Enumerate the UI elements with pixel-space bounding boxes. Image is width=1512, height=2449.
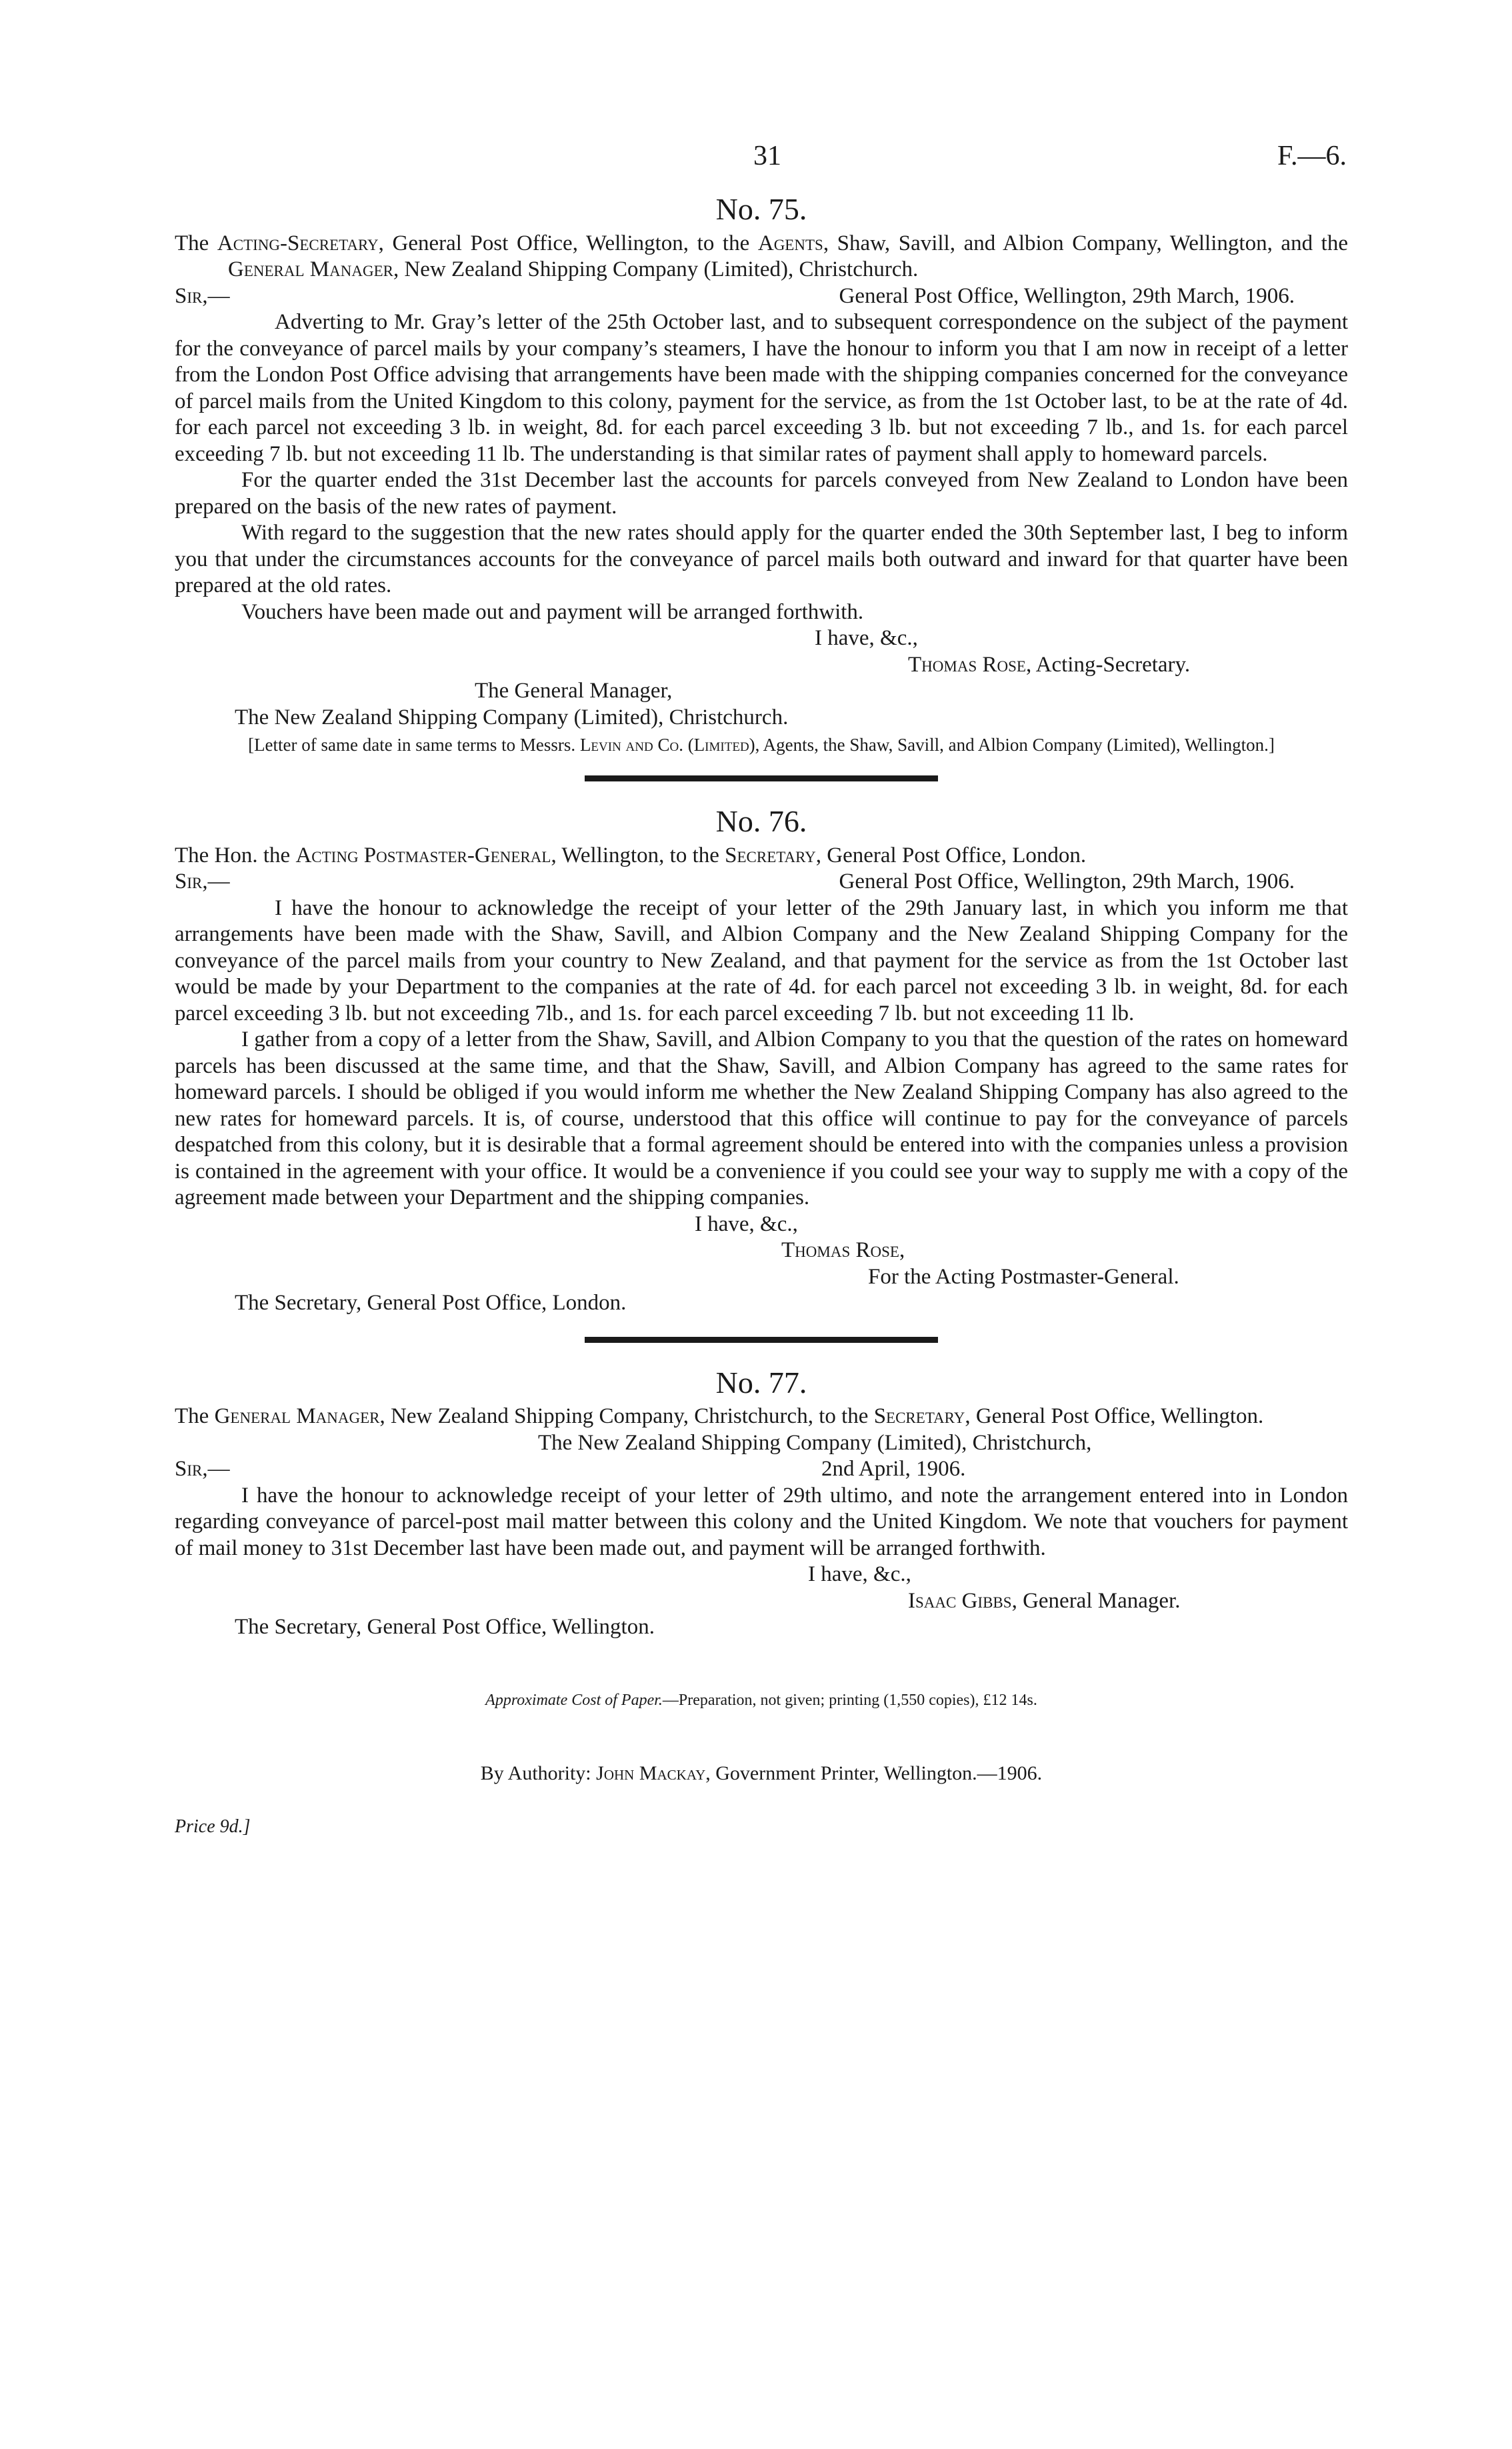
- note-text: [Letter of same date in same terms to Messrs.: [248, 735, 580, 755]
- series-code: F.—6.: [1277, 141, 1347, 171]
- cost-label: Approximate Cost of Paper.: [485, 1691, 663, 1709]
- heading-text: , General Post Office, London.: [815, 843, 1087, 867]
- heading-text: , New Zealand Shipping Company, Christchurch, to the: [379, 1404, 874, 1428]
- signature-name: Isaac Gibbs: [908, 1588, 1012, 1613]
- section-divider: [585, 1337, 938, 1343]
- letter-paragraph: I gather from a copy of a letter from the Shaw, Savill, and Albion Company to you that the question of the rates on homeward parcels has been discussed at the same time, and that the Shaw, Savill, and Albion Company has agreed to the same rates for homeward parcels. I should be obliged if you would inform me whether the New Zealand Shipping Company has also agreed to the new rates for homeward parcels. It is, of course, understood that this office will continue to pay for the conveyance of parcels despatched from this colony, but it is desirable that a formal agreement should be entered into with the companies unless a provision is contained in the agreement with your office. It would be a convenience if you could see your way to supply me with a copy of the agreement made between your Department and the shipping companies.: [175, 1027, 1348, 1209]
- letter-75: [175, 192, 1348, 755]
- signature-title: , Acting-Secretary.: [1025, 652, 1191, 677]
- addressee: The General Manager,: [475, 679, 673, 703]
- heading-sender: General Manager: [214, 1404, 380, 1428]
- heading-text: , Shaw, Savill, and Albion Company, Wellington, and the: [823, 231, 1348, 255]
- dateline: General Post Office, Wellington, 29th March, 1906.: [839, 869, 1295, 893]
- heading-sender: Acting-Secretary: [217, 231, 379, 255]
- price: Price 9d.]: [175, 1816, 251, 1837]
- letter-77: [175, 1365, 1348, 1641]
- addressee: The Secretary, General Post Office, Wellington.: [235, 1615, 655, 1639]
- closing: I have, &c.,: [695, 1211, 798, 1236]
- salutation: Sir,—: [175, 869, 230, 893]
- page-number: 31: [753, 141, 781, 171]
- imprint-text: , Government Printer, Wellington.—1906.: [705, 1762, 1043, 1784]
- closing: I have, &c.,: [808, 1562, 911, 1586]
- letter-paragraph: Vouchers have been made out and payment will be arranged forthwith.: [241, 599, 864, 624]
- signature: [908, 1588, 1348, 1615]
- addressee: The Secretary, General Post Office, London.: [235, 1291, 627, 1315]
- heading-sender: Acting Postmaster-General: [295, 843, 551, 867]
- printer-name: John Mackay: [596, 1762, 706, 1784]
- note-firm: Levin and Co. (Limited): [579, 735, 755, 755]
- heading-text: , Wellington, to the: [551, 843, 725, 867]
- letter-number: No. 75.: [715, 192, 807, 226]
- dateline: 2nd April, 1906.: [821, 1457, 966, 1481]
- signature-name: Thomas Rose: [908, 652, 1026, 677]
- letter-paragraph: I have the honour to acknowledge the receipt of your letter of the 29th January last, in which you inform me that arrangements have been made with the Shaw, Savill, and Albion Company and the New Zealand Shipping Company for the conveyance of the parcel mails from your country to New Zealand, and that payment for the service as from the 1st October last would be made by your Department to the companies at the rate of 4d. for each parcel not exceeding 3 lb. in weight, 8d. for each parcel exceeding 3 lb. but not exceeding 7lb., and 1s. for each parcel exceeding 7 lb. but not exceeding 11 lb.: [175, 895, 1348, 1025]
- addressee: The New Zealand Shipping Company (Limited), Christchurch.: [235, 705, 789, 729]
- heading-recipient: General Manager: [228, 257, 393, 281]
- heading-text: , General Post Office, Wellington.: [965, 1404, 1264, 1428]
- letter-paragraph: For the quarter ended the 31st December last the accounts for parcels conveyed from New Zealand to London have been prepared on the basis of the new rates of payment.: [175, 468, 1348, 519]
- dateline: General Post Office, Wellington, 29th March, 1906.: [839, 283, 1295, 308]
- heading-text: , New Zealand Shipping Company (Limited), Christchurch.: [393, 257, 919, 281]
- cost-of-paper: [175, 1688, 1348, 1714]
- note-text: , Agents, the Shaw, Savill, and Albion Company (Limited), Wellington.]: [755, 735, 1275, 755]
- page-header: [173, 140, 1347, 180]
- salutation: Sir,—: [175, 1457, 230, 1481]
- letter-heading: [175, 231, 1348, 283]
- letter-paragraph: Adverting to Mr. Gray’s letter of the 25th October last, and to subsequent correspondence on the subject of the payment for the conveyance of parcel mails by your company’s steamers, I have the honour to inform you that I am now in receipt of a letter from the London Post Office advising that arrangements have been made with the shipping companies concerned for the conveyance of parcel mails from the United Kingdom to this colony, payment for the service, as from the 1st October last, to be at the rate of 4d. for each parcel not exceeding 3 lb. in weight, 8d. for each parcel exceeding 3 lb. but not exceeding 7 lb., and 1s. for each parcel exceeding 7 lb. but not exceeding 11 lb. The understanding is that similar rates of payment shall apply to homeward parcels.: [175, 310, 1348, 466]
- printer-imprint: [175, 1760, 1348, 1787]
- signature: [908, 652, 1348, 679]
- signature-title: For the Acting Postmaster-General.: [868, 1264, 1179, 1289]
- salutation-row: [175, 1456, 1348, 1483]
- letter-number: No. 77.: [715, 1365, 807, 1400]
- letter-heading: [175, 1404, 1348, 1430]
- letter-paragraph: I have the honour to acknowledge receipt of your letter of 29th ultimo, and note the arrangement entered into in London regarding conveyance of parcel-post mail matter between this colony and the United Kingdom. We note that vouchers for payment of mail money to 31st December last have been made out, and payment will be arranged forthwith.: [175, 1483, 1348, 1560]
- salutation-row: [175, 283, 1348, 310]
- heading-recipient: Secretary: [873, 1404, 965, 1428]
- heading-text: The: [175, 1404, 215, 1428]
- cost-text: —Preparation, not given; printing (1,550 copies), £12 14s.: [662, 1691, 1037, 1709]
- editorial-note: [175, 735, 1348, 755]
- heading-recipient: Agents: [757, 231, 823, 255]
- heading-recipient: Secretary: [725, 843, 816, 867]
- imprint-text: By Authority:: [480, 1762, 597, 1784]
- page-content: [175, 193, 1348, 1840]
- letter-heading: [175, 843, 1348, 869]
- salutation: Sir,—: [175, 283, 230, 308]
- heading-text: The: [175, 231, 217, 255]
- heading-text: The Hon. the: [175, 843, 296, 867]
- heading-text: , General Post Office, Wellington, to the: [378, 231, 758, 255]
- section-divider: [585, 775, 938, 781]
- letter-number: No. 76.: [715, 804, 807, 838]
- dateline: The New Zealand Shipping Company (Limited), Christchurch,: [538, 1430, 1092, 1455]
- closing: I have, &c.,: [815, 626, 918, 650]
- letter-paragraph: With regard to the suggestion that the new rates should apply for the quarter ended the 30th September last, I beg to inform you that under the circumstances accounts for the conveyance of parcel mails both outward and inward for that quarter have been prepared at the old rates.: [175, 521, 1348, 597]
- signature-name: Thomas Rose,: [781, 1238, 905, 1262]
- salutation-row: [175, 869, 1348, 895]
- letter-76: [175, 804, 1348, 1317]
- signature-title: , General Manager.: [1011, 1588, 1181, 1613]
